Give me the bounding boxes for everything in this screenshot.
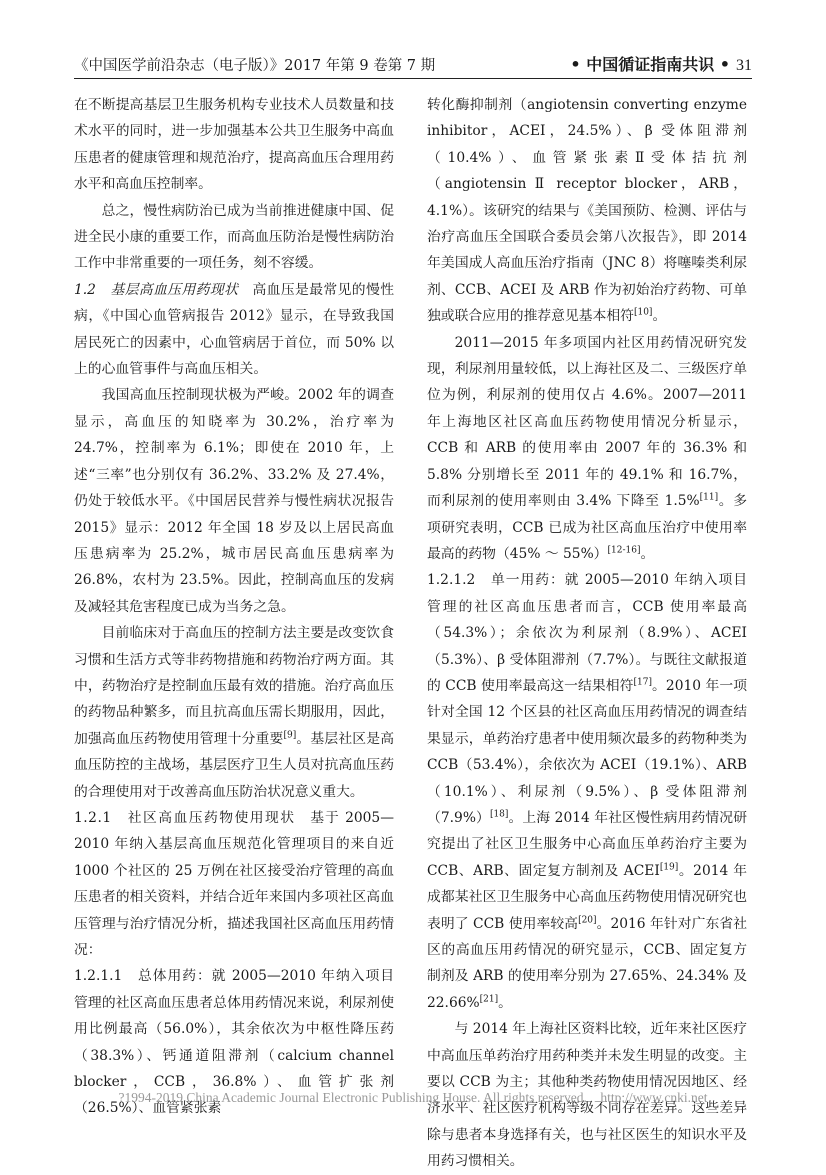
paragraph-text: 2011—2015 年多项国内社区用药情况研究发现，利尿剂用量较低，以上海社区及二、三级医疗单位为例，利尿剂的使用仅占 4.6%。2007—2011 年上海地区社区高血压药物使用情况分析显示，CCB 和 ARB 的使用率由 2007 年的 36.3% 和 5.8% 分别增长至 2011 年的 49.1% 和 16.7%，而利尿剂的使用率则由 3.4% 下降至 1.5% [427,334,747,510]
section-heading: 1.2.1 社区高血压药物使用现状 [74,809,296,826]
paragraph-text: 转化酶抑制剂（angiotensin converting enzyme inhibitor，ACEI，24.5%）、β 受体阻滞剂（10.4%）、血管紧张素Ⅱ受体拮抗剂（angiotensin Ⅱ receptor blocker，ARB，4.1%）。该研究的结果与《美国预防、检测、评估与治疗高血压全国联合委员会第八次报告》，即 2014 年美国成人高血压治疗指南（JNC 8）将噻嗪类利尿剂、CCB、ACEI 及 ARB 作为初始治疗药物、可单独或联合应用的推荐意见基本相符 [427,97,747,325]
section-1-2 [74,277,394,383]
citation-ref: [17] [633,677,652,688]
section-1-2-1 [74,805,394,963]
section-heading: 1.2.1.2 单一用药 [427,572,550,589]
paragraph-text: 。 [652,308,667,325]
section-text: 。 [498,994,512,1011]
citation-ref: [19] [659,862,679,873]
paragraph: 我国高血压控制现状极为严峻。2002 年的调查显示，高血压的知晓率为 30.2%，治疗率为 24.7%，控制率为 6.1%；即使在 2010 年，上述“三率”也分别仅有 36.2%、33.2% 及 27.4%，仍处于较低水平。《中国居民营养与慢性病状况报告 2015》显示：2012 年全国 18 岁及以上居民高血压患病率为 25.2%，城市居民高血压患病率为 26.8%，农村为 23.5%。因此，控制高血压的发病及减轻其危害程度已成为当务之急。 [74,387,394,615]
section-text: 高血压是最常见的慢性病，《中国心血管病报告 2012》显示，在导致我国居民死亡的因素中，心血管病居于首位，而 50% 以上的心血管事件与高血压相关。 [74,281,394,378]
section-text: 。2016 年针对广东省社区的高血压用药情况的研究显示，CCB、固定复方制剂及 ARB 的使用率分别为 27.65%、24.34% 及 22.66% [427,915,748,1011]
section-text: 。2010 年一项针对全国 12 个区县的社区高血压用药情况的调查结果显示，单药治疗患者中使用频次最多的药物种类为 CCB（53.4%），余依次为 ACEI（19.1%）、ARB（10.1%）、利尿剂（9.5%）、β 受体阻滞剂（7.9%） [427,677,747,826]
section-text: ：就 2005—2010 年纳入项目管理的社区高血压患者而言，CCB 使用率最高（54.3%）；余依次为利尿剂（8.9%）、ACEI（5.3%）、β 受体阻滞剂（7.7%）。与既往文献报道的 CCB 使用率最高这一结果相符 [427,572,747,694]
section-label: • 中国循证指南共识 • [570,55,730,74]
paragraph-text: 目前临床对于高血压的控制方法主要是改变饮食习惯和生活方式等非药物措施和药物治疗两方面。其中，药物治疗是控制血压最有效的措施。治疗高血压的药物品种繁多，而且抗高血压需长期服用，因此，加强高血压药物使用管理十分重要 [74,625,394,747]
paragraph-text: 。 [640,545,655,562]
paragraph [427,92,747,330]
section-1-2-1-2 [427,567,747,1016]
paragraph [74,620,394,805]
running-header [74,52,752,79]
citation-ref: [20] [578,915,597,925]
section-heading: 1.2 基层高血压用药现状 [74,281,239,298]
paragraph: 总之，慢性病防治已成为当前推进健康中国、促进全民小康的重要工作，而高血压防治是慢性病防治工作中非常重要的一项任务，刻不容缓。 [74,202,394,272]
paragraph-text: 。基层社区是高血压防控的主战场，基层医疗卫生人员对抗高血压药的合理使用对于改善高血压防治状况意义重大。 [74,730,395,800]
paragraph: 与 2014 年上海社区资料比较，近年来社区医疗中高血压单药治疗用药种类并未发生明显的改变。主要以 CCB 为主；其他种类药物使用情况因地区、经济水平、社区医疗机构等级不同存在差异。这些差异除与患者本身选择有关，也与社区医生的知识水平及用药习惯相关。 [427,1021,747,1170]
paragraph: 在不断提高基层卫生服务机构专业技术人员数量和技术水平的同时，进一步加强基本公共卫生服务中高血压患者的健康管理和规范治疗，提高高血压合理用药水平和高血压控制率。 [74,97,394,193]
citation-ref: [9] [283,730,297,741]
left-column [74,92,394,1122]
right-column [427,92,747,1175]
section-text: 。2014 年成都某社区卫生服务中心高血压药物使用情况研究也表明了 CCB 使用率较高 [427,862,748,932]
section-text: ：就 2005—2010 年纳入项目管理的社区高血压患者总体用药情况来说，利尿剂使用比例最高（56.0%），其余依次为中枢性降压药（38.3%）、钙通道阻滞剂（calcium channel blocker，CCB，36.8%）、血管扩张剂（26.5%）、血管紧张素 [74,968,394,1117]
section-heading: 1.2.1.1 总体用药 [74,968,197,985]
citation-ref: [12-16] [607,545,641,556]
page-number: 31 [736,57,752,74]
citation-ref: [10] [633,307,653,318]
citation-ref: [11] [699,492,719,503]
section-text: 基于 2005—2010 年纳入基层高血压规范化管理项目的来自近 1000 个社区的 25 万例在社区接受治疗管理的高血压患者的相关资料，并结合近年来国内多项社区高血压管理与治疗情况分析，描述我国社区高血压用药情况： [74,809,394,958]
copyright-footer: ?1994-2019 China Academic Journal Electronic Publishing House. All rights reserved. http://www.cnki.net [118,1090,708,1105]
section-title [570,52,752,75]
paragraph [427,330,747,568]
paragraph-text: 。多项研究表明，CCB 已成为社区高血压治疗中使用率最高的药物（45% ～ 55%） [427,493,748,562]
journal-citation: 《中国医学前沿杂志（电子版）》2017 年第 9 卷第 7 期 [74,58,436,74]
section-text: 。上海 2014 年社区慢性病用药情况研究提出了社区卫生服务中心高血压单药治疗主要为 CCB、ARB、固定复方制剂及 ACEI [427,809,747,879]
citation-ref: [18] [489,809,509,820]
citation-ref: [21] [479,994,499,1005]
